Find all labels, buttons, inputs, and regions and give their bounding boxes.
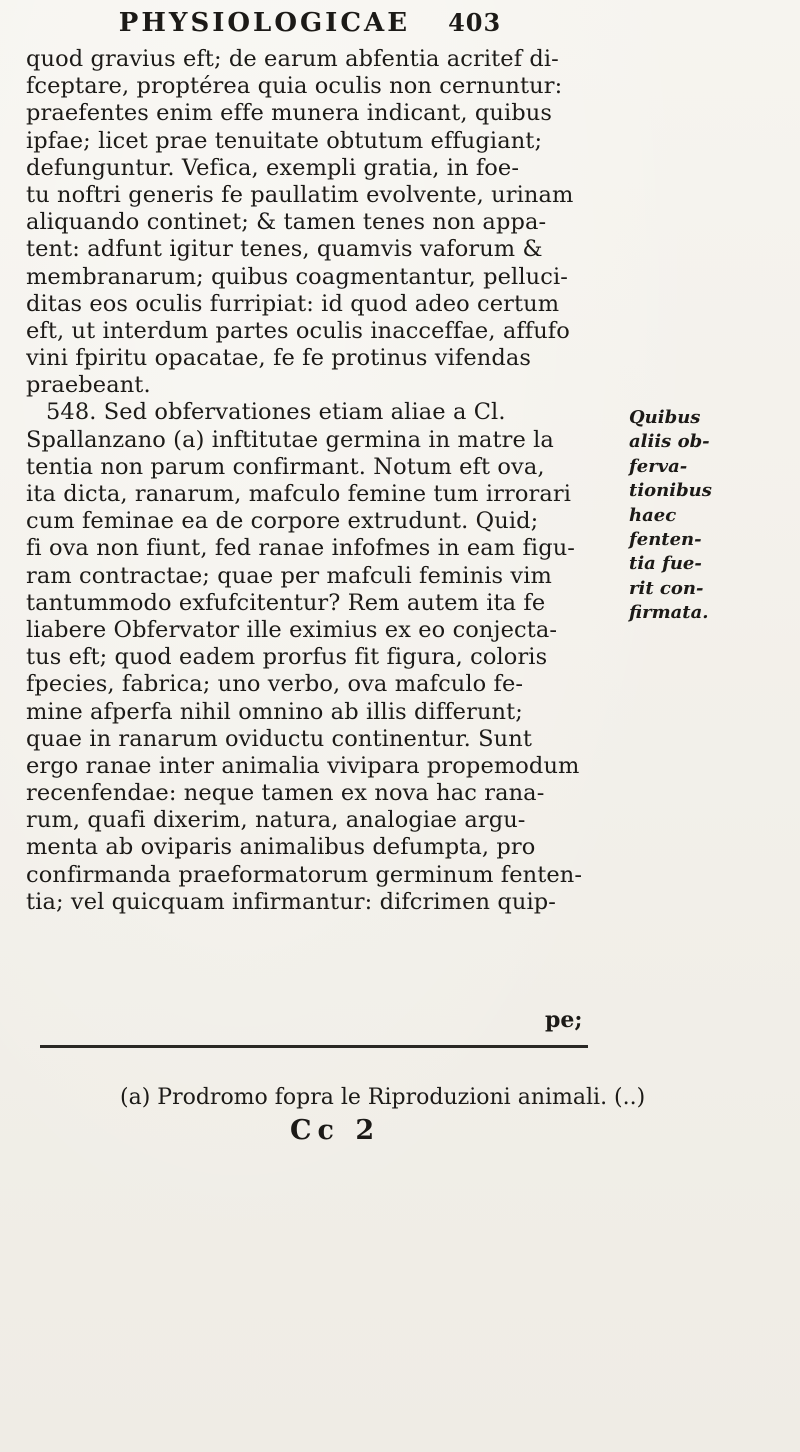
text-line: ditas eos oculis furripiat: id quod adeo certum <box>26 290 560 317</box>
text-line: membranarum; quibus coagmentantur, pelluci- <box>26 263 568 290</box>
text-line: rum, quafi dixerim, natura, analogiae argu- <box>26 807 526 834</box>
text-line: Spallanzano (a) inftitutae germina in matre la <box>26 426 554 453</box>
text-line: 548. Sed obfervationes etiam aliae a Cl. <box>46 399 506 426</box>
running-title: PHYSIOLOGICAE <box>118 8 411 38</box>
marginal-note-line: Quibus <box>629 407 701 428</box>
text-line: ita dicta, ranarum, mafculo femine tum irrorari <box>26 481 572 507</box>
text-line: tu noftri generis fe paullatim evolvente, urinam <box>26 181 574 208</box>
text-line: tia; vel quicquam infirmantur: difcrimen quip- <box>26 888 556 915</box>
text-line: aliquando continet; & tamen tenes non appa- <box>26 209 547 236</box>
footnote: (a) Prodromo fopra le Riproduzioni animali. (..) <box>120 1085 646 1110</box>
signature-mark: Cc 2 <box>290 1115 381 1146</box>
text-line: ipfae; licet prae tenuitate obtutum effugiant; <box>26 127 543 154</box>
text-line: tent: adfunt igitur tenes, quamvis vaforum & <box>26 236 543 263</box>
text-line: vini fpiritu opacatae, fe fe protinus vifendas <box>26 345 531 372</box>
text-line: tentia non parum confirmant. Notum eft ova, <box>26 453 545 480</box>
text-line: confirmanda praeformatorum germinum fenten- <box>26 861 583 888</box>
text-line: eft, ut interdum partes oculis inacceffae, affufo <box>26 317 570 344</box>
text-line: ram contractae; quae per mafculi feminis vim <box>26 562 552 589</box>
text-line: praebeant. <box>26 372 151 399</box>
text-line: liabere Obfervator ille eximius ex eo conjecta- <box>26 616 558 643</box>
text-line: menta ab oviparis animalibus defumpta, pro <box>26 834 536 861</box>
page-number: 403 <box>448 8 502 37</box>
text-line: cum feminae ea de corpore extrudunt. Quid; <box>26 508 539 535</box>
marginal-note-line: haec <box>629 504 677 526</box>
text-line: ergo ranae inter animalia vivipara propemodum <box>26 752 580 779</box>
text-line: mine afperfa nihil omnino ab illis differunt; <box>26 698 523 725</box>
main-text-column <box>26 46 616 916</box>
text-line: praefentes enim effe munera indicant, quibus <box>26 100 553 127</box>
text-line: quae in ranarum oviductu continentur. Sunt <box>26 725 532 752</box>
running-head <box>0 8 620 38</box>
marginal-note-line: rit con- <box>629 577 704 599</box>
text-line: fceptare, proptérea quia oculis non cernuntur: <box>26 73 563 100</box>
footnote-rule <box>40 1045 588 1048</box>
text-line: quod gravius eft; de earum abfentia acritef di- <box>26 46 559 72</box>
text-line: recenfendae: neque tamen ex nova hac rana- <box>26 780 545 807</box>
marginal-note-line: tia fue- <box>629 553 702 575</box>
marginal-note-line: tionibus <box>629 480 712 502</box>
marginal-note-line: ferva- <box>629 455 688 477</box>
marginal-note <box>629 406 729 626</box>
marginal-note-line: firmata. <box>629 602 709 624</box>
text-line: tantummodo exfufcitentur? Rem autem ita fe <box>26 589 546 616</box>
marginal-note-line: fenten- <box>629 528 702 550</box>
text-line: tus eft; quod eadem prorfus fit figura, coloris <box>26 644 548 671</box>
text-line: fpecies, fabrica; uno verbo, ova mafculo fe- <box>26 671 524 698</box>
catchword: pe; <box>545 1007 583 1033</box>
text-line: fi ova non fiunt, fed ranae infofmes in eam figu- <box>26 535 575 562</box>
text-line: defunguntur. Vefica, exempli gratia, in foe- <box>26 154 520 181</box>
marginal-note-line: aliis ob- <box>629 431 710 453</box>
